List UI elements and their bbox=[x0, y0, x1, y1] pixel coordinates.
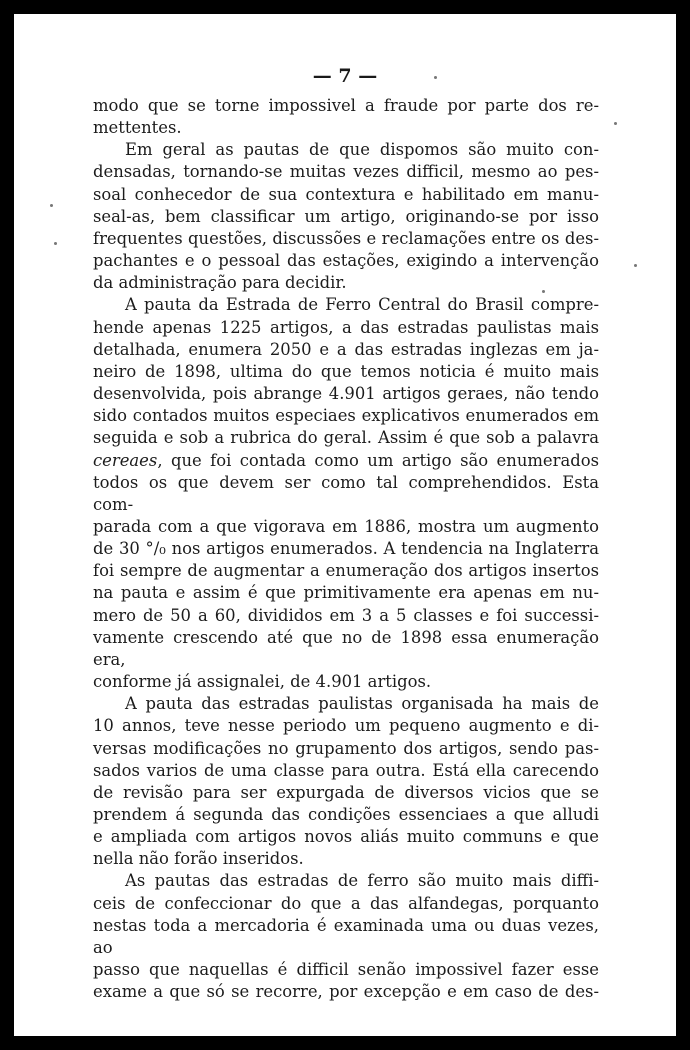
paper-speck bbox=[542, 290, 545, 293]
text-line: mettentes. bbox=[93, 118, 182, 138]
paragraph bbox=[93, 139, 599, 294]
paper-speck bbox=[54, 242, 57, 245]
paper-speck bbox=[434, 76, 437, 79]
page-number: — 7 — bbox=[312, 65, 378, 87]
text-line: e ampliada com artigos novos aliás muito communs e que bbox=[93, 827, 599, 847]
text-line: todos os que devem ser como tal comprehendidos. Esta com- bbox=[93, 472, 599, 514]
text-line: pachantes e o pessoal das estações, exigindo a intervenção bbox=[93, 251, 599, 271]
text-line: hende apenas 1225 artigos, a das estradas paulistas mais bbox=[93, 317, 599, 337]
text-line: Em geral as pautas de que dispomos são muito con- bbox=[125, 140, 599, 160]
text-line: modo que se torne impossivel a fraude por parte dos re- bbox=[93, 96, 599, 115]
text-line: vamente crescendo até que no de 1898 essa enumeração era, bbox=[93, 627, 599, 669]
text-line: conforme já assignalei, de 4.901 artigos. bbox=[93, 672, 432, 692]
text-line: na pauta e assim é que primitivamente era apenas em nu- bbox=[93, 583, 599, 603]
text-line: densadas, tornando-se muitas vezes difficil, mesmo ao pes- bbox=[93, 162, 599, 182]
text-line: foi sempre de augmentar a enumeração dos artigos insertos bbox=[93, 561, 599, 581]
paper-speck bbox=[634, 264, 637, 267]
text-line: mero de 50 a 60, divididos em 3 a 5 classes e foi successi- bbox=[93, 605, 599, 625]
text-line: sido contados muitos especiaes explicativos enumerados em bbox=[93, 406, 599, 426]
text-line: frequentes questões, discussões e reclamações entre os des- bbox=[93, 228, 599, 248]
text-line: exame a que só se recorre, por excepção e em caso de des- bbox=[93, 982, 599, 1002]
text-line: soal conhecedor de sua contextura e habilitado em manu- bbox=[93, 184, 599, 204]
text-line: neiro de 1898, ultima do que temos noticia é muito mais bbox=[93, 361, 599, 381]
text-line: versas modificações no grupamento dos artigos, sendo pas- bbox=[93, 738, 599, 758]
text-line: passo que naquellas é difficil senão impossivel fazer esse bbox=[93, 960, 599, 980]
text-line: da administração para decidir. bbox=[93, 273, 347, 293]
text-line: parada com a que vigorava em 1886, mostra um augmento bbox=[93, 516, 599, 536]
book-page bbox=[14, 14, 676, 1036]
paragraph bbox=[93, 294, 599, 693]
text-line: cereaes, que foi contada como um artigo são enumerados bbox=[93, 450, 599, 470]
text-line: de 30 °/₀ nos artigos enumerados. A tendencia na Inglaterra bbox=[93, 539, 599, 559]
text-line: As pautas das estradas de ferro são muito mais diffi- bbox=[125, 871, 599, 891]
text-line: 10 annos, teve nesse periodo um pequeno augmento e di- bbox=[93, 716, 599, 736]
text-line: A pauta da Estrada de Ferro Central do Brasil compre- bbox=[125, 295, 599, 315]
text-line: nella não forão inseridos. bbox=[93, 849, 304, 869]
text-line: de revisão para ser expurgada de diversos vicios que se bbox=[93, 782, 599, 802]
text-line: seal-as, bem classificar um artigo, originando-se por isso bbox=[93, 206, 599, 226]
italic-term: cereaes bbox=[93, 450, 158, 470]
text-line: nestas toda a mercadoria é examinada uma ou duas vezes, ao bbox=[93, 915, 599, 957]
text-line: desenvolvida, pois abrange 4.901 artigos geraes, não tendo bbox=[93, 384, 599, 404]
text-line: detalhada, enumera 2050 e a das estradas inglezas em ja- bbox=[93, 339, 599, 359]
paper-speck bbox=[614, 122, 617, 125]
paragraph bbox=[93, 95, 599, 139]
body-text bbox=[93, 95, 599, 1003]
paper-speck bbox=[50, 204, 53, 207]
text-line: prendem á segunda das condições essenciaes a que alludi bbox=[93, 805, 599, 824]
paragraph bbox=[93, 870, 599, 1003]
text-line: seguida e sob a rubrica do geral. Assim é que sob a palavra bbox=[93, 428, 599, 448]
text-line: sados varios de uma classe para outra. Está ella carecendo bbox=[93, 760, 599, 780]
text-line: ceis de confeccionar do que a das alfandegas, porquanto bbox=[93, 893, 599, 913]
text-line: A pauta das estradas paulistas organisada ha mais de bbox=[125, 694, 599, 714]
paragraph bbox=[93, 693, 599, 870]
